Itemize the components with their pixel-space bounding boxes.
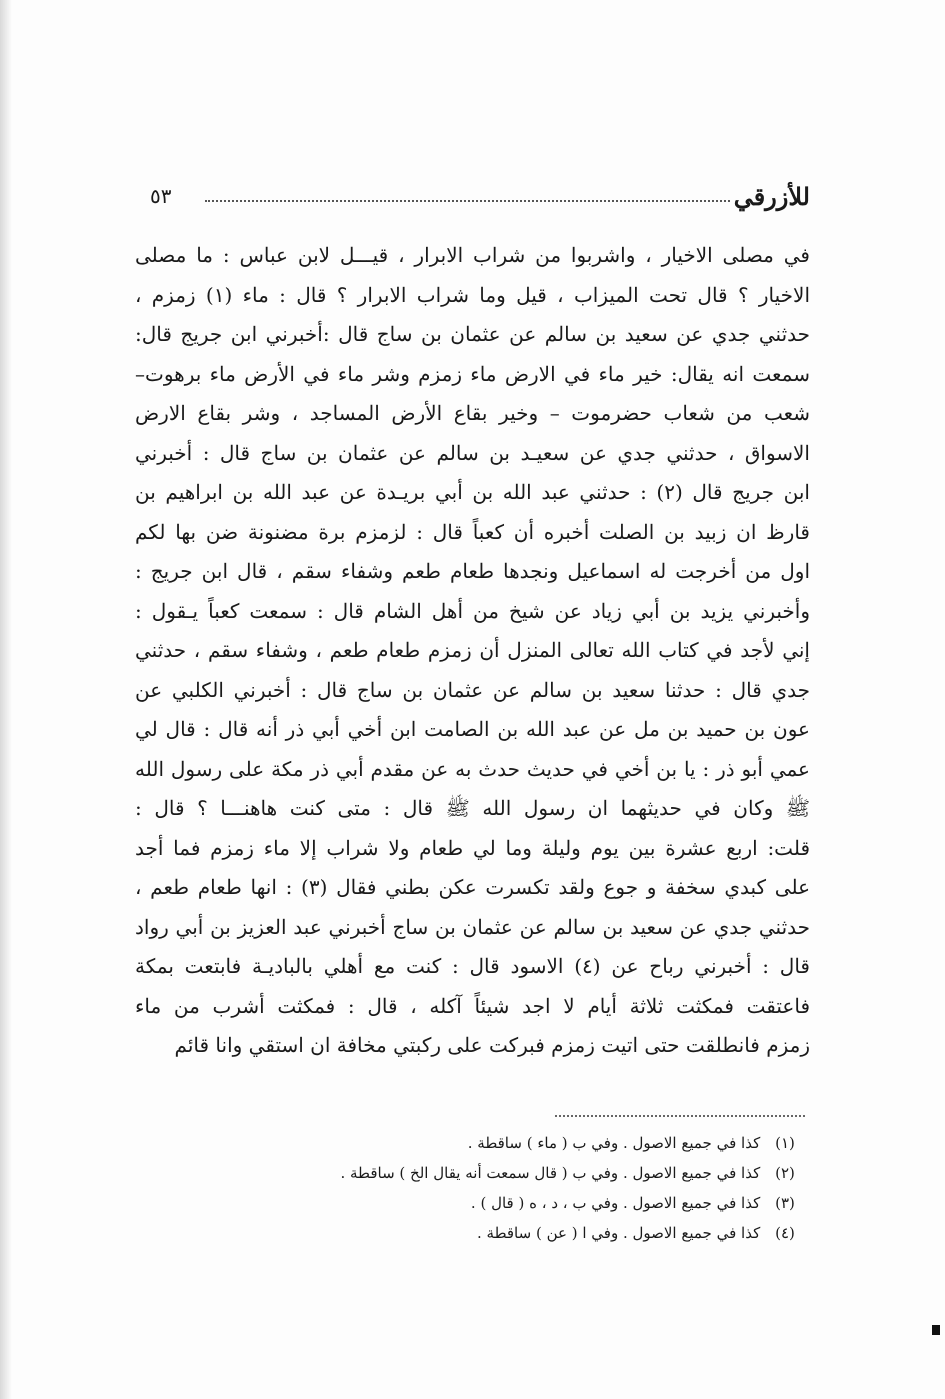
header-dotted-rule — [205, 200, 730, 202]
text-line: إني لأجد في كتاب الله تعالى المنزل أن زمزم طعام طعم ، وشفاء سقم ، حدثني — [135, 638, 810, 662]
text-line: قال : أخبرني رباح عن (٤) الاسود قال : كنت مع أهلي بالباديـة فابتعت بمكة — [135, 954, 810, 978]
footnote-number: (٢) — [775, 1164, 795, 1182]
footnote-number: (٣) — [775, 1194, 795, 1212]
scan-mark — [932, 1325, 940, 1335]
footnote-dotted-rule — [555, 1115, 805, 1117]
footnote — [250, 1218, 805, 1248]
text-line: قلت: اربع عشرة بين يوم وليلة وما لي طعام ولا شراب إلا ماء زمزم فما أجد — [135, 835, 810, 860]
footnote — [250, 1128, 805, 1158]
text-line: سمعت انه يقال: خير ماء في الارض ماء زمزم وشر ماء في الأرض ماء برهوت– — [135, 361, 810, 386]
text-line: حدثني جدي عن سعيد بن سالم عن عثمان بن ساج أخبرني عبد العزيز بن أبي رواد — [135, 914, 810, 939]
text-line: الاسواق ، حدثني جدي عن سعيـد بن سالم عن عثمان بن ساج قال : أخبرني — [135, 440, 810, 465]
footnotes — [250, 1128, 805, 1248]
footnote-text: كذا في جميع الاصول . وفي ب ، د ، ه ( قال ) . — [470, 1194, 761, 1212]
page-edge-shadow — [0, 0, 12, 1399]
footnote-text: كذا في جميع الاصول . وفي ا ( عن ) ساقطة . — [477, 1224, 761, 1242]
footnote-number: (٤) — [775, 1224, 795, 1242]
main-text — [135, 236, 810, 1066]
text-line: على كبدي سخفة و جوع ولقد تكسرت عكن بطني فقال (٣) : انها طعام طعم ، — [135, 875, 810, 899]
text-line: فاعتقت فمكثت ثلاثة أيام لا اجد شيئاً آكله ، قال : فمكثت أشرب من ماء — [135, 993, 810, 1018]
page-number: ٥٣ — [150, 184, 172, 208]
text-line: زمزم فانطلقت حتى اتيت زمزم فبركت على ركبتي مخافة ان استقي وانا قائم — [174, 1033, 810, 1057]
text-line: الاخيار ؟ قال تحت الميزاب ، قيل وما شراب الابرار ؟ قال : ماء (١) زمزم ، — [135, 282, 810, 307]
text-line: جدي قال : حدثنا سعيد بن سالم عن عثمان بن ساج قال : أخبرني الكلبي عن — [135, 677, 810, 702]
footnote-text: كذا في جميع الاصول . وفي ب ( ماء ) ساقطة . — [467, 1134, 761, 1152]
text-line: حدثني جدي عن سعيد بن سالم عن عثمان بن ساج قال :أخبرني ابن جريج قال: — [135, 322, 810, 346]
text-line: اول من أخرجت له اسماعيل ونجدها طعام طعم وشفاء سقم ، قال ابن جريج : — [135, 559, 810, 583]
footnote — [250, 1188, 805, 1218]
text-line: عون بن حميد بن مل عن عبد الله بن الصامت ابن أخي أبي ذر أنه قال : قال لي — [135, 717, 810, 741]
footnote — [250, 1158, 805, 1188]
text-line: قارظ ان زبيد بن الصلت أخبره أن كعباً قال : لزمزم برة مضنونة ضن بها لكم — [135, 519, 810, 544]
text-line: في مصلى الاخيار ، واشربوا من شراب الابرار ، قيـــل لابن عباس : ما مصلى — [135, 243, 810, 267]
text-line: عمي أبو ذر : يا بن أخي في حديث حدث به عن مقدم أبي ذر مكة على رسول الله — [135, 756, 810, 781]
footnote-text: كذا في جميع الاصول . وفي ب ( قال سمعت أنه يقال الخ ) ساقطة . — [340, 1164, 761, 1182]
footnote-number: (١) — [775, 1134, 795, 1152]
running-title: للأزرقي — [733, 182, 810, 211]
text-line: وأخبرني يزيد بن أبي زياد عن شيخ من أهل الشام قال : سمعت كعباً يـقول : — [135, 598, 810, 623]
text-line: ابن جريج قال (٢) : حدثني عبد الله بن أبي بريـدة عن عبد الله بن ابراهيم بن — [135, 480, 810, 504]
text-line: شعب من شعاب حضرموت – وخير بقاع الأرض المساجد ، وشر بقاع الارض — [135, 401, 810, 425]
text-line: ﷺ وكان في حديثهما ان رسول الله ﷺ قال : متى كنت هاهنـــا ؟ قال : — [135, 796, 810, 820]
running-header — [150, 182, 810, 222]
